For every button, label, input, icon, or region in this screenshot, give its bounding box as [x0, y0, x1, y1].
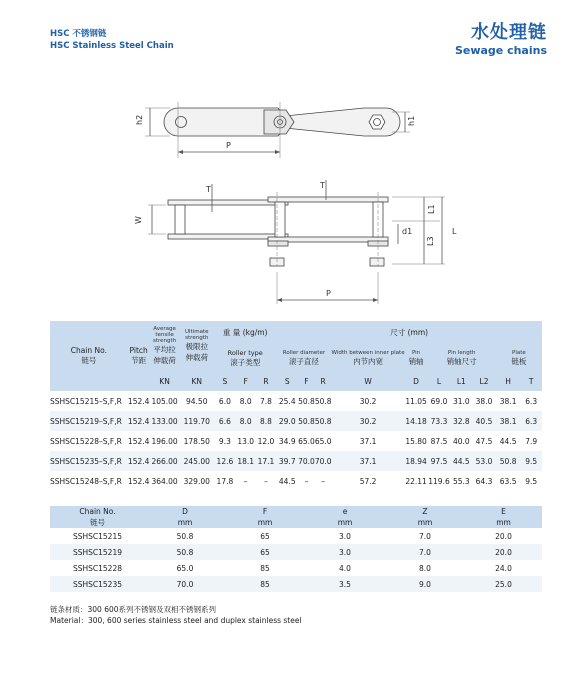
table-cell: 70.0: [145, 576, 225, 592]
spec-table-body: [50, 391, 542, 491]
col-pin-en: Pin: [411, 349, 421, 356]
table-cell: 50.8: [298, 411, 315, 431]
table-cell: 53.0: [472, 451, 496, 471]
unit-cell: W: [332, 372, 405, 391]
col-pin-length-cn: 销轴尺寸: [446, 356, 477, 366]
col2-z: Z: [385, 506, 465, 517]
table-row: [50, 544, 542, 560]
dimension-table-body: [50, 528, 542, 592]
table-cell: 178.50: [179, 431, 214, 451]
dimension-table: [50, 506, 542, 592]
col-roller-dia-cn: 滚子直径: [288, 356, 319, 366]
table-row: [50, 411, 542, 431]
col-pitch-en: Pitch: [129, 346, 148, 355]
table-cell: 4.0: [305, 560, 385, 576]
unit-cell: L2: [472, 372, 496, 391]
unit-cell: R: [315, 372, 332, 391]
table-cell: 39.7: [276, 451, 298, 471]
table-cell: 18.1: [236, 451, 256, 471]
col-ultimate-cn-2: 伸载荷: [185, 353, 208, 363]
table-cell: 50.8: [298, 391, 315, 411]
label-p-top: P: [226, 141, 231, 150]
table-cell: 17.1: [256, 451, 277, 471]
table-cell: 3.5: [305, 576, 385, 592]
table-cell: 14.18: [405, 411, 428, 431]
table-cell: 152.4: [128, 431, 150, 451]
table-cell: 70.0: [298, 451, 315, 471]
category-title-en: Sewage chains: [454, 44, 547, 57]
table-cell: 94.50: [179, 391, 214, 411]
table-cell: 50.8: [315, 391, 332, 411]
table-cell: SSHSC15219–S,F,R: [50, 411, 128, 431]
table-cell: 65.0: [298, 431, 315, 451]
col-avg-tensile-en: Average tensile strength: [152, 326, 177, 345]
label-l1: L1: [427, 204, 436, 214]
table-cell: 25.0: [465, 576, 542, 592]
unit-cell: D: [405, 372, 428, 391]
table-cell: 24.0: [465, 560, 542, 576]
table-cell: SSHSC15228: [50, 560, 145, 576]
category-title-cn: 水处理链: [471, 22, 547, 43]
table-cell: 40.0: [450, 431, 472, 451]
table-cell: 32.8: [450, 411, 472, 431]
table-cell: SSHSC15235: [50, 576, 145, 592]
col-width-en: Width between inner plate: [331, 349, 405, 356]
table-cell: 245.00: [179, 451, 214, 471]
chain-technical-drawing: [0, 0, 581, 320]
table-row: [50, 431, 542, 451]
table-cell: 50.8: [145, 528, 225, 544]
table-cell: 6.6: [214, 411, 236, 431]
col2-unit: mm: [465, 517, 542, 528]
table-cell: 15.80: [405, 431, 428, 451]
table-cell: 69.0: [428, 391, 451, 411]
table-cell: 50.8: [315, 411, 332, 431]
table-cell: 9.5: [520, 471, 542, 491]
table-cell: 20.0: [465, 528, 542, 544]
col-ultimate-en: Ultimate strength: [184, 329, 209, 342]
table-cell: SSHSC15219: [50, 544, 145, 560]
col-dimensions: 尺寸 (mm): [276, 321, 542, 344]
col-avg-tensile-cn-2: 伸载荷: [153, 356, 176, 366]
table-cell: 9.5: [520, 451, 542, 471]
table-cell: 6.3: [520, 411, 542, 431]
table-row: [50, 391, 542, 411]
table-cell: 329.00: [179, 471, 214, 491]
table-cell: 20.0: [465, 544, 542, 560]
table-cell: 152.4: [128, 391, 150, 411]
label-t-2: T: [320, 181, 325, 190]
unit-cell: F: [298, 372, 315, 391]
table-row: [50, 576, 542, 592]
table-cell: 119.6: [428, 471, 451, 491]
table-cell: SSHSC15248–S,F,R: [50, 471, 128, 491]
spec-table: [50, 321, 542, 491]
table-cell: 44.5: [496, 431, 521, 451]
table-cell: –: [236, 471, 256, 491]
table-cell: 44.5: [276, 471, 298, 491]
col-pitch-cn: 节距: [131, 356, 147, 365]
table-cell: 12.6: [214, 451, 236, 471]
unit-cell: S: [214, 372, 236, 391]
col-chain-no-en: Chain No.: [70, 346, 107, 355]
col2-unit: mm: [145, 517, 225, 528]
label-d1: d1: [402, 227, 413, 236]
table-cell: 70.0: [315, 451, 332, 471]
col-ultimate-cn-1: 极限拉: [185, 342, 208, 352]
table-cell: SSHSC15215: [50, 528, 145, 544]
table-cell: 25.4: [276, 391, 298, 411]
table-cell: 85: [225, 576, 305, 592]
label-p-bottom: P: [326, 289, 331, 298]
col-chain-no-cn: 链号: [81, 356, 97, 365]
col-plate-cn: 链板: [511, 356, 527, 366]
table-cell: 85: [225, 560, 305, 576]
table-cell: 18.94: [405, 451, 428, 471]
unit-cell: H: [496, 372, 521, 391]
unit-cell: R: [256, 372, 277, 391]
table-cell: 50.8: [496, 451, 521, 471]
table-cell: 38.0: [472, 391, 496, 411]
table-cell: 152.4: [128, 411, 150, 431]
col2-f: F: [225, 506, 305, 517]
table-cell: 38.1: [496, 411, 521, 431]
table-cell: 152.4: [128, 471, 150, 491]
header-title-en: HSC Stainless Steel Chain: [50, 41, 174, 51]
table-cell: 37.1: [332, 451, 405, 471]
col-pin-length-en: Pin length: [447, 349, 476, 356]
table-cell: 9.0: [385, 576, 465, 592]
table-cell: 9.3: [214, 431, 236, 451]
table-cell: 87.5: [428, 431, 451, 451]
table-cell: 22.11: [405, 471, 428, 491]
col-roller-type-cn: 滚子类型: [230, 357, 261, 367]
col2-chain-no-cn: 链号: [50, 517, 145, 528]
table-cell: 47.5: [472, 431, 496, 451]
table-cell: –: [315, 471, 332, 491]
table-cell: 65: [225, 544, 305, 560]
label-l3: L3: [426, 236, 435, 246]
col-width-cn: 内节内宽: [353, 356, 384, 366]
unit-cell: KN: [179, 372, 214, 391]
table-cell: 44.5: [450, 451, 472, 471]
table-cell: 13.0: [236, 431, 256, 451]
table-cell: 8.0: [236, 391, 256, 411]
table-cell: 63.5: [496, 471, 521, 491]
table-row: [50, 528, 542, 544]
chain-side-view: [145, 102, 410, 158]
unit-cell: S: [276, 372, 298, 391]
material-note-cn: 链条材质：300 600系列不锈钢及双相不锈钢系列: [50, 605, 217, 614]
col2-chain-no-en: Chain No.: [50, 506, 145, 517]
col-pin-cn: 销轴: [408, 356, 424, 366]
table-cell: 29.0: [276, 411, 298, 431]
label-t-1: T: [206, 185, 211, 194]
col-plate-en: Plate: [512, 349, 526, 356]
col2-unit: mm: [305, 517, 385, 528]
table-row: [50, 451, 542, 471]
table-cell: 8.0: [236, 411, 256, 431]
label-h2: h2: [135, 114, 144, 125]
table-cell: –: [256, 471, 277, 491]
unit-cell: KN: [150, 372, 180, 391]
col-roller-type-en: Roller type: [227, 348, 263, 357]
table-cell: 65.0: [145, 560, 225, 576]
unit-cell: T: [520, 372, 542, 391]
table-cell: 50.8: [145, 544, 225, 560]
label-h1: h1: [407, 115, 416, 126]
table-cell: 40.5: [472, 411, 496, 431]
table-cell: SSHSC15235–S,F,R: [50, 451, 128, 471]
table-cell: SSHSC15228–S,F,R: [50, 431, 128, 451]
table-cell: 38.1: [496, 391, 521, 411]
table-cell: 30.2: [332, 391, 405, 411]
table-cell: 105.00: [150, 391, 180, 411]
header-title-cn: HSC 不锈钢链: [50, 29, 107, 39]
table-cell: 6.3: [520, 391, 542, 411]
table-cell: 37.1: [332, 431, 405, 451]
table-cell: 34.9: [276, 431, 298, 451]
table-cell: 3.0: [305, 544, 385, 560]
chain-top-view: [148, 180, 445, 304]
col2-unit: mm: [225, 517, 305, 528]
table-cell: 65.0: [315, 431, 332, 451]
col2-e: e: [305, 506, 385, 517]
table-cell: 7.9: [520, 431, 542, 451]
table-cell: 8.8: [256, 411, 277, 431]
material-note-en: Material：300, 600 series stainless steel and duplex stainless steel: [50, 616, 302, 625]
unit-cell: L1: [450, 372, 472, 391]
material-note: [50, 604, 302, 626]
table-cell: 7.0: [385, 544, 465, 560]
unit-cell: L: [428, 372, 451, 391]
table-cell: 7.0: [385, 528, 465, 544]
table-cell: 152.4: [128, 451, 150, 471]
col2-unit: mm: [385, 517, 465, 528]
table-cell: 364.00: [150, 471, 180, 491]
table-cell: 17.8: [214, 471, 236, 491]
table-row: [50, 471, 542, 491]
table-cell: 7.8: [256, 391, 277, 411]
col-roller-dia-en: Roller diameter: [282, 349, 326, 356]
table-cell: 119.70: [179, 411, 214, 431]
label-l: L: [452, 227, 457, 236]
table-cell: 73.3: [428, 411, 451, 431]
table-cell: SSHSC15215–S,F,R: [50, 391, 128, 411]
table-cell: 57.2: [332, 471, 405, 491]
table-cell: 196.00: [150, 431, 180, 451]
unit-cell: F: [236, 372, 256, 391]
table-cell: 30.2: [332, 411, 405, 431]
label-w: W: [134, 216, 143, 224]
table-cell: 31.0: [450, 391, 472, 411]
table-cell: 11.05: [405, 391, 428, 411]
table-cell: 97.5: [428, 451, 451, 471]
table-cell: 8.0: [385, 560, 465, 576]
col-avg-tensile-cn-1: 平均拉: [153, 345, 176, 355]
table-cell: 6.0: [214, 391, 236, 411]
table-cell: 55.3: [450, 471, 472, 491]
col2-e-upper: E: [465, 506, 542, 517]
table-cell: 65: [225, 528, 305, 544]
table-cell: 3.0: [305, 528, 385, 544]
col2-d: D: [145, 506, 225, 517]
table-cell: 133.00: [150, 411, 180, 431]
table-cell: –: [298, 471, 315, 491]
table-cell: 64.3: [472, 471, 496, 491]
table-row: [50, 560, 542, 576]
table-cell: 266.00: [150, 451, 180, 471]
col-weight: 重 量 (kg/m): [214, 321, 276, 344]
table-cell: 12.0: [256, 431, 277, 451]
